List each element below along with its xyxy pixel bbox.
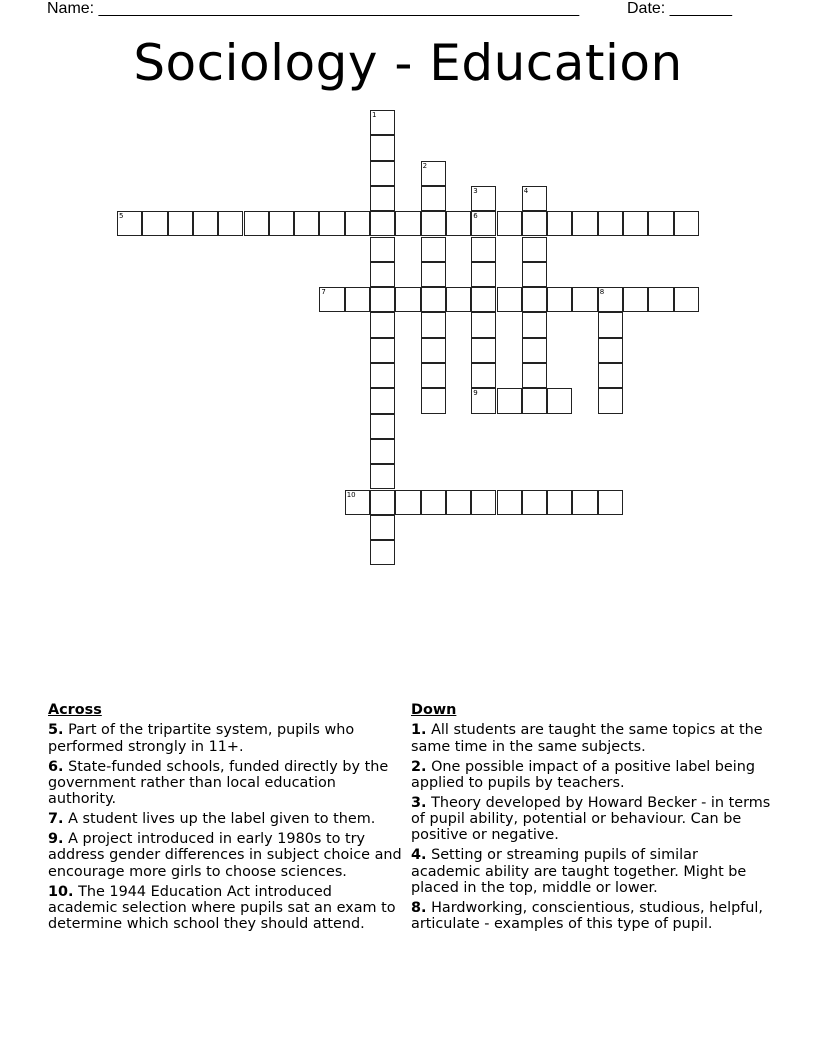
crossword-cell[interactable]: [370, 312, 395, 337]
clue-text: Setting or streaming pupils of similar academic ability are taught together. Might be placed in the top, middle or lower.: [411, 847, 747, 897]
crossword-cell[interactable]: [395, 287, 420, 312]
clue-down-4: [411, 847, 771, 896]
crossword-cell[interactable]: [547, 287, 572, 312]
crossword-cell[interactable]: [522, 388, 547, 413]
crossword-cell[interactable]: [421, 237, 446, 262]
cell-number: 10: [346, 490, 356, 499]
crossword-cell[interactable]: [370, 110, 395, 135]
crossword-cell[interactable]: [370, 135, 395, 160]
crossword-cell[interactable]: [370, 363, 395, 388]
crossword-cell[interactable]: [471, 186, 496, 211]
crossword-cell[interactable]: [370, 161, 395, 186]
crossword-cell[interactable]: [421, 490, 446, 515]
crossword-cell[interactable]: [674, 211, 699, 236]
crossword-cell[interactable]: [395, 211, 420, 236]
crossword-cell[interactable]: [648, 287, 673, 312]
crossword-cell[interactable]: [623, 211, 648, 236]
crossword-cell[interactable]: [244, 211, 269, 236]
clue-number: 8.: [411, 900, 427, 917]
crossword-cell[interactable]: [547, 211, 572, 236]
clue-down-3: [411, 795, 771, 844]
down-clues: [411, 702, 771, 936]
clue-number: 3.: [411, 794, 427, 811]
crossword-cell[interactable]: [522, 490, 547, 515]
clue-down-1: [411, 722, 771, 755]
clue-text: Hardworking, conscientious, studious, helpful, articulate - examples of this type of pupil.: [411, 900, 763, 933]
crossword-cell[interactable]: [370, 388, 395, 413]
crossword-cell[interactable]: [370, 439, 395, 464]
crossword-cell[interactable]: [345, 287, 370, 312]
across-heading: Across: [48, 702, 102, 718]
clue-number: 6.: [48, 758, 64, 775]
crossword-cell[interactable]: [421, 211, 446, 236]
crossword-cell[interactable]: [598, 490, 623, 515]
crossword-cell[interactable]: [168, 211, 193, 236]
crossword-cell[interactable]: [370, 262, 395, 287]
date-field[interactable]: Date: _______: [627, 0, 732, 17]
clue-across-6: [48, 759, 403, 808]
crossword-cell[interactable]: [522, 237, 547, 262]
clue-text: Part of the tripartite system, pupils who performed strongly in 11+.: [48, 722, 355, 755]
cell-number: 3: [473, 186, 478, 195]
crossword-cell[interactable]: [294, 211, 319, 236]
crossword-cell[interactable]: [370, 490, 395, 515]
crossword-cell[interactable]: [598, 211, 623, 236]
clue-text: Theory developed by Howard Becker - in terms of pupil ability, potential or behaviour. Can be positive or negative.: [411, 794, 771, 844]
clue-text: A project introduced in early 1980s to try address gender differences in subject choice and encourage more girls to choose sciences.: [48, 831, 402, 880]
crossword-cell[interactable]: [421, 262, 446, 287]
clue-number: 1.: [411, 722, 427, 739]
cell-number: 4: [523, 186, 529, 195]
crossword-cell[interactable]: [421, 363, 446, 388]
crossword-cell[interactable]: [395, 490, 420, 515]
cell-number: 8: [599, 288, 605, 297]
crossword-cell[interactable]: [497, 287, 522, 312]
crossword-cell[interactable]: [269, 211, 294, 236]
crossword-cell[interactable]: [421, 338, 446, 363]
crossword-cell[interactable]: [193, 211, 218, 236]
crossword-cell[interactable]: [370, 237, 395, 262]
clue-down-2: [411, 759, 771, 792]
clue-text: One possible impact of a positive label being applied to pupils by teachers.: [411, 758, 756, 791]
cell-number: 2: [422, 161, 428, 170]
crossword-cell[interactable]: [547, 490, 572, 515]
clue-across-5: [48, 722, 403, 755]
crossword-cell[interactable]: [446, 211, 471, 236]
clue-number: 5.: [48, 722, 64, 739]
page-title: Sociology - Education: [133, 34, 683, 92]
crossword-cell[interactable]: [446, 287, 471, 312]
crossword-cell[interactable]: [471, 312, 496, 337]
crossword-cell[interactable]: [370, 186, 395, 211]
crossword-cell[interactable]: [370, 515, 395, 540]
clue-text: State-funded schools, funded directly by the government rather than local education authority.: [48, 758, 389, 808]
clue-number: 4.: [411, 847, 427, 864]
clue-across-9: [48, 831, 403, 880]
crossword-cell[interactable]: [598, 287, 623, 312]
crossword-cell[interactable]: [370, 287, 395, 312]
crossword-cell[interactable]: [522, 287, 547, 312]
crossword-cell[interactable]: [421, 287, 446, 312]
clue-text: All students are taught the same topics at the same time in the same subjects.: [411, 722, 763, 755]
crossword-cell[interactable]: [522, 363, 547, 388]
crossword-cell[interactable]: [370, 414, 395, 439]
crossword-cell[interactable]: [370, 540, 395, 565]
crossword-cell[interactable]: [598, 312, 623, 337]
crossword-cell[interactable]: [471, 338, 496, 363]
clue-number: 7.: [48, 811, 64, 828]
crossword-cell[interactable]: [471, 211, 496, 236]
clue-across-7: [48, 811, 403, 827]
crossword-cell[interactable]: [497, 388, 522, 413]
clue-number: 9.: [48, 831, 64, 848]
crossword-cell[interactable]: [345, 211, 370, 236]
crossword-cell[interactable]: [471, 237, 496, 262]
crossword-cell[interactable]: [522, 211, 547, 236]
crossword-cell[interactable]: [117, 211, 142, 236]
crossword-cell[interactable]: [446, 490, 471, 515]
crossword-cell[interactable]: [370, 338, 395, 363]
crossword-cell[interactable]: [319, 211, 344, 236]
across-clues: [48, 702, 403, 936]
crossword-cell[interactable]: [497, 211, 522, 236]
clue-text: A student lives up the label given to them.: [68, 811, 376, 828]
clue-text: The 1944 Education Act introduced academic selection where pupils sat an exam to determine which school they should attend.: [48, 883, 396, 933]
cell-number: 1: [372, 111, 377, 119]
cell-number: 5: [119, 212, 124, 221]
crossword-cell[interactable]: [522, 262, 547, 287]
crossword-cell[interactable]: [674, 287, 699, 312]
crossword-cell[interactable]: [319, 287, 344, 312]
crossword-cell[interactable]: [497, 490, 522, 515]
crossword-cell[interactable]: [648, 211, 673, 236]
crossword-cell[interactable]: [598, 363, 623, 388]
crossword-cell[interactable]: [421, 186, 446, 211]
crossword-cell[interactable]: [598, 388, 623, 413]
clue-across-10: [48, 884, 403, 933]
crossword-cell[interactable]: [142, 211, 167, 236]
crossword-cell[interactable]: [370, 211, 395, 236]
crossword-cell[interactable]: [598, 338, 623, 363]
crossword-cell[interactable]: [572, 490, 597, 515]
crossword-cell[interactable]: [572, 287, 597, 312]
clue-number: 2.: [411, 758, 427, 775]
down-heading: Down: [411, 702, 457, 718]
cell-number: 9: [473, 389, 478, 398]
crossword-cell[interactable]: [421, 388, 446, 413]
crossword-cell[interactable]: [370, 464, 395, 489]
crossword-cell[interactable]: [471, 287, 496, 312]
crossword-cell[interactable]: [421, 161, 446, 186]
crossword-cell[interactable]: [471, 262, 496, 287]
cell-number: 7: [321, 288, 326, 297]
crossword-cell[interactable]: [345, 490, 370, 515]
crossword-cell[interactable]: [218, 211, 243, 236]
crossword-cell[interactable]: [522, 312, 547, 337]
name-field[interactable]: Name: ______________________________________________________: [47, 0, 580, 17]
clue-down-8: [411, 900, 771, 933]
crossword-cell[interactable]: [623, 287, 648, 312]
crossword-cell[interactable]: [572, 211, 597, 236]
crossword-cell[interactable]: [471, 388, 496, 413]
crossword-cell[interactable]: [547, 388, 572, 413]
crossword-cell[interactable]: [522, 186, 547, 211]
cell-number: 6: [473, 212, 478, 221]
clue-number: 10.: [48, 883, 74, 900]
crossword-cell[interactable]: [522, 338, 547, 363]
crossword-cell[interactable]: [471, 363, 496, 388]
crossword-cell[interactable]: [421, 312, 446, 337]
crossword-cell[interactable]: [471, 490, 496, 515]
